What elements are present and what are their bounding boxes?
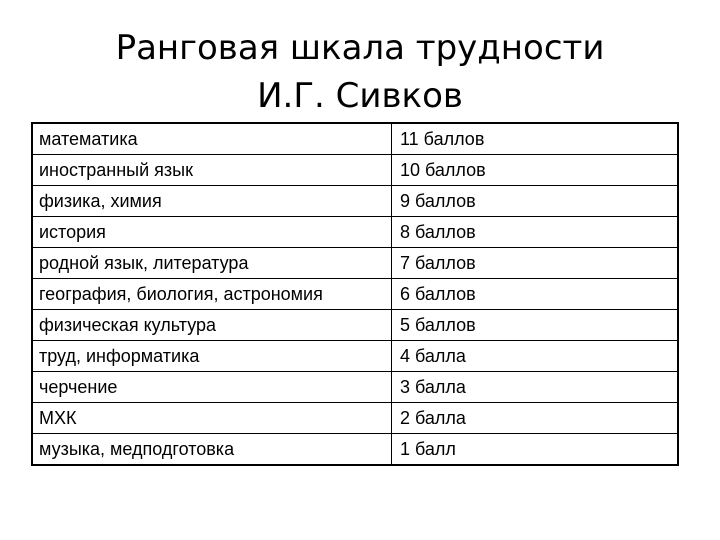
subject-cell: математика xyxy=(32,123,392,155)
subject-cell: история xyxy=(32,217,392,248)
score-cell: 1 балл xyxy=(392,434,679,466)
score-cell: 11 баллов xyxy=(392,123,679,155)
title-line-1: Ранговая шкала трудности xyxy=(115,28,605,68)
score-cell: 5 баллов xyxy=(392,310,679,341)
score-cell: 6 баллов xyxy=(392,279,679,310)
table-row xyxy=(32,186,678,217)
table-row xyxy=(32,155,678,186)
score-cell: 3 балла xyxy=(392,372,679,403)
table-row xyxy=(32,123,678,155)
subject-cell: родной язык, литература xyxy=(32,248,392,279)
score-cell: 9 баллов xyxy=(392,186,679,217)
table-row xyxy=(32,310,678,341)
table-row xyxy=(32,434,678,466)
score-cell: 8 баллов xyxy=(392,217,679,248)
table-row xyxy=(32,248,678,279)
score-cell: 7 баллов xyxy=(392,248,679,279)
subject-cell: физическая культура xyxy=(32,310,392,341)
slide-title xyxy=(0,24,720,120)
subject-cell: физика, химия xyxy=(32,186,392,217)
score-cell: 10 баллов xyxy=(392,155,679,186)
subject-cell: музыка, медподготовка xyxy=(32,434,392,466)
table-row xyxy=(32,403,678,434)
subject-cell: география, биология, астрономия xyxy=(32,279,392,310)
table-row xyxy=(32,279,678,310)
table-row xyxy=(32,341,678,372)
subject-cell: труд, информатика xyxy=(32,341,392,372)
subject-cell: иностранный язык xyxy=(32,155,392,186)
subject-cell: черчение xyxy=(32,372,392,403)
score-cell: 4 балла xyxy=(392,341,679,372)
score-cell: 2 балла xyxy=(392,403,679,434)
table-row xyxy=(32,217,678,248)
title-line-2: И.Г. Сивков xyxy=(257,76,463,116)
subject-cell: МХК xyxy=(32,403,392,434)
table-row xyxy=(32,372,678,403)
difficulty-rank-table xyxy=(31,122,679,466)
